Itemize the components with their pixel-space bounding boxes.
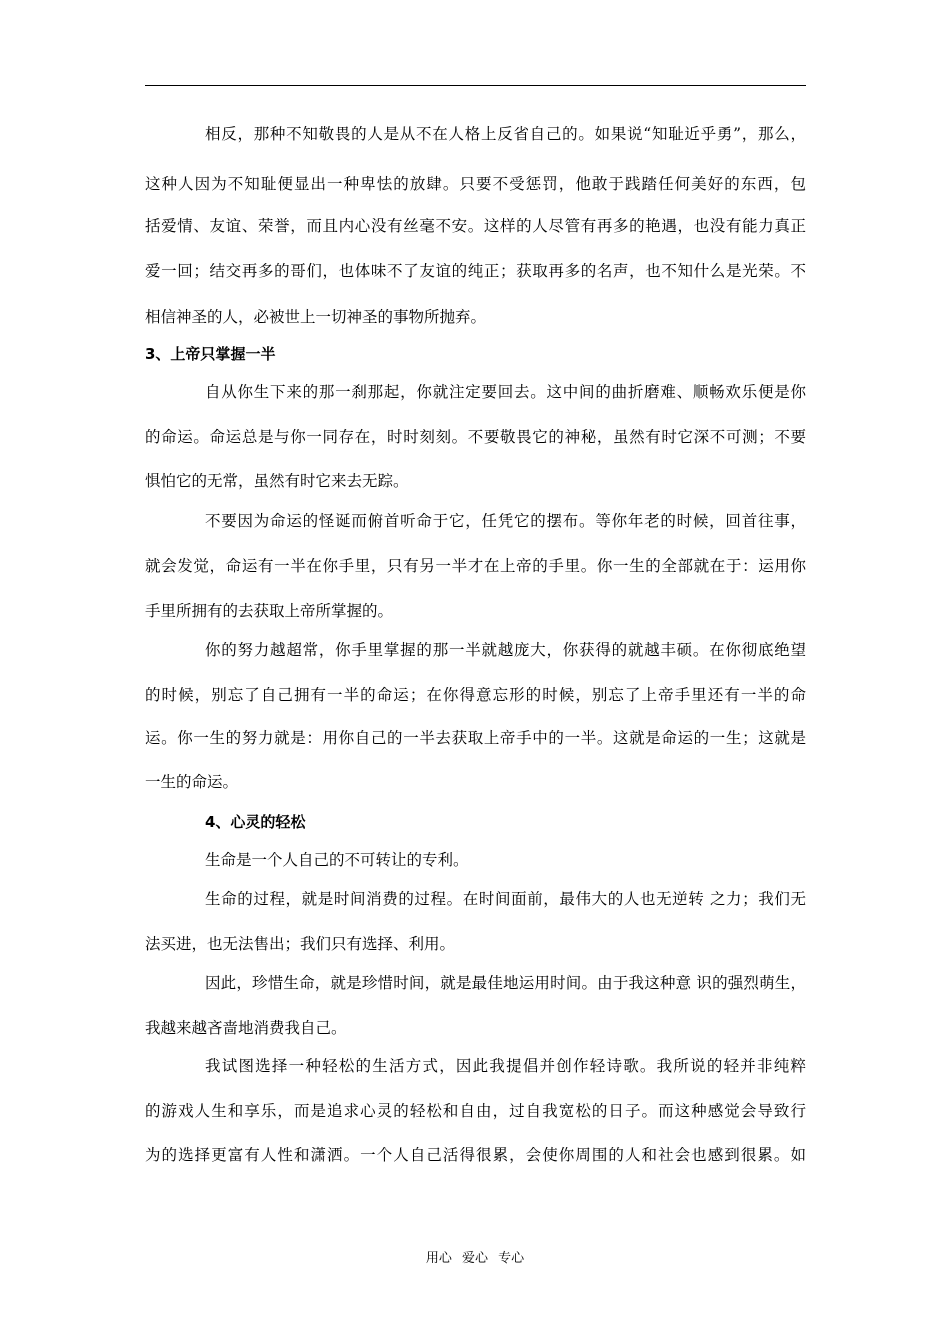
paragraph-4-line-4: 一生的命运。 <box>145 773 239 791</box>
paragraph-6-line-1: 生命的过程，就是时间消费的过程。在时间面前，最伟大的人也无逆转 之力；我们无 <box>205 890 806 908</box>
paragraph-1-line-4: 爱一回；结交再多的哥们，也体味不了友谊的纯正；获取再多的名声，也不知什么是光荣。不 <box>145 262 806 280</box>
paragraph-3-line-2: 就会发觉，命运有一半在你手里，只有另一半才在上帝的手里。你一生的全部就在于：运用你 <box>145 557 806 575</box>
paragraph-1-line-3: 括爱情、友谊、荣誉，而且内心没有丝毫不安。这样的人尽管有再多的艳遇，也没有能力真正 <box>145 217 806 235</box>
section-heading-4: 4、心灵的轻松 <box>205 813 306 831</box>
paragraph-2-line-1: 自从你生下来的那一刹那起，你就注定要回去。这中间的曲折磨难、顺畅欢乐便是你 <box>205 383 806 401</box>
paragraph-6-line-2: 法买进，也无法售出；我们只有选择、利用。 <box>145 935 456 953</box>
paragraph-4-line-3: 运。你一生的努力就是：用你自己的一半去获取上帝手中的一半。这就是命运的一生；这就是 <box>145 729 806 747</box>
section-heading-3: 3、上帝只掌握一半 <box>145 345 276 363</box>
paragraph-8-line-2: 的游戏人生和享乐，而是追求心灵的轻松和自由，过自我宽松的日子。而这种感觉会导致行 <box>145 1102 806 1120</box>
header-rule <box>145 85 806 86</box>
paragraph-5-line-1: 生命是一个人自己的不可转让的专利。 <box>205 851 469 869</box>
page-footer: 用心 爱心 专心 <box>425 1251 525 1266</box>
paragraph-1-line-2: 这种人因为不知耻便显出一种卑怯的放肆。只要不受惩罚，他敢于践踏任何美好的东西，包 <box>145 175 806 193</box>
paragraph-4-line-2: 的时候，别忘了自己拥有一半的命运；在你得意忘形的时候，别忘了上帝手里还有一半的命 <box>145 686 806 704</box>
paragraph-7-line-1: 因此，珍惜生命，就是珍惜时间，就是最佳地运用时间。由于我这种意 识的强烈萌生， <box>205 974 806 992</box>
paragraph-3-line-3: 手里所拥有的去获取上帝所掌握的。 <box>145 602 394 620</box>
paragraph-1-line-5: 相信神圣的人，必被世上一切神圣的事物所抛弃。 <box>145 308 487 326</box>
paragraph-8-line-1: 我试图选择一种轻松的生活方式，因此我提倡并创作轻诗歌。我所说的轻并非纯粹 <box>205 1057 806 1075</box>
paragraph-8-line-3: 为的选择更富有人性和潇洒。一个人自己活得很累，会使你周围的人和社会也感到很累。如 <box>145 1146 806 1164</box>
paragraph-2-line-3: 惧怕它的无常，虽然有时它来去无踪。 <box>145 472 409 490</box>
paragraph-3-line-1: 不要因为命运的怪诞而俯首听命于它，任凭它的摆布。等你年老的时候，回首往事， <box>205 512 806 530</box>
paragraph-4-line-1: 你的努力越超常，你手里掌握的那一半就越庞大，你获得的就越丰硕。在你彻底绝望 <box>205 641 806 659</box>
paragraph-1-line-1: 相反，那种不知敬畏的人是从不在人格上反省自己的。如果说“知耻近乎勇”，那么， <box>205 125 806 143</box>
paragraph-2-line-2: 的命运。命运总是与你一同存在，时时刻刻。不要敬畏它的神秘，虽然有时它深不可测；不要 <box>145 428 806 446</box>
paragraph-7-line-2: 我越来越吝啬地消费我自己。 <box>145 1019 347 1037</box>
